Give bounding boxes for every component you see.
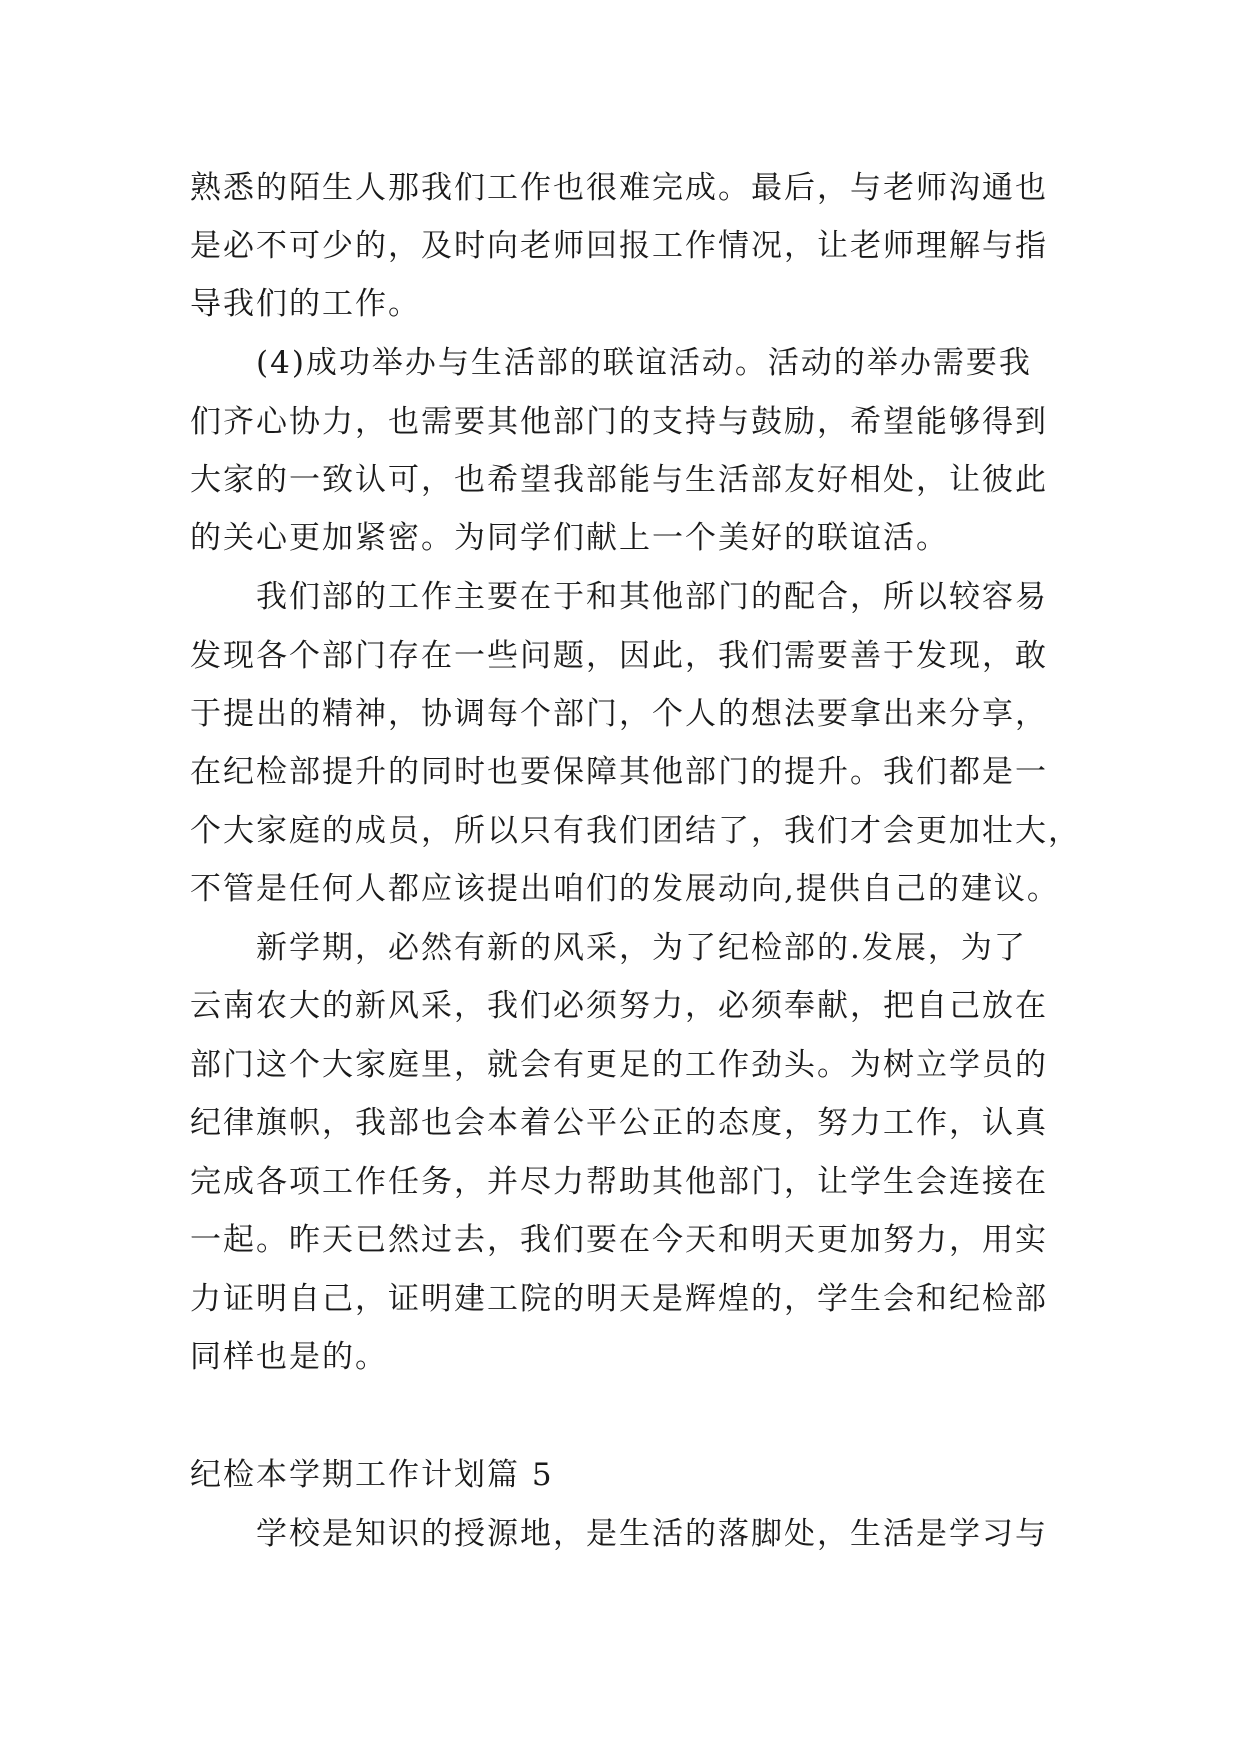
text-line: 大家的一致认可，也希望我部能与生活部友好相处，让彼此 xyxy=(190,462,1048,498)
text-line: 一起。昨天已然过去，我们要在今天和明天更加努力，用实 xyxy=(190,1222,1048,1258)
text-line: 发现各个部门存在一些问题，因此，我们需要善于发现，敢 xyxy=(190,638,1048,674)
text-line: 不管是任何人都应该提出咱们的发展动向,提供自己的建议。 xyxy=(190,871,1060,907)
text-line: 完成各项工作任务，并尽力帮助其他部门，让学生会连接在 xyxy=(190,1164,1048,1200)
text-line: 的关心更加紧密。为同学们献上一个美好的联谊活。 xyxy=(190,520,949,556)
text-line: 导我们的工作。 xyxy=(190,286,421,322)
text-line: 同样也是的。 xyxy=(190,1339,388,1375)
text-line: 个大家庭的成员，所以只有我们团结了，我们才会更加壮大， xyxy=(190,813,1081,849)
text-line: 力证明自己，证明建工院的明天是辉煌的，学生会和纪检部 xyxy=(190,1281,1048,1317)
text-line: (4)成功举办与生活部的联谊活动。活动的举办需要我 xyxy=(256,345,1032,381)
text-line: 新学期，必然有新的风采，为了纪检部的.发展，为了 xyxy=(256,930,1027,966)
text-line: 部门这个大家庭里，就会有更足的工作劲头。为树立学员的 xyxy=(190,1047,1048,1083)
text-line: 是必不可少的，及时向老师回报工作情况，让老师理解与指 xyxy=(190,228,1048,264)
text-line: 云南农大的新风采，我们必须努力，必须奉献，把自己放在 xyxy=(190,988,1048,1024)
text-line: 于提出的精神，协调每个部门，个人的想法要拿出来分享， xyxy=(190,696,1048,732)
text-line: 熟悉的陌生人那我们工作也很难完成。最后，与老师沟通也 xyxy=(190,170,1048,206)
text-line: 纪律旗帜，我部也会本着公平公正的态度，努力工作，认真 xyxy=(190,1105,1048,1141)
text-line: 们齐心协力，也需要其他部门的支持与鼓励，希望能够得到 xyxy=(190,404,1048,440)
section-heading: 纪检本学期工作计划篇 5 xyxy=(190,1457,554,1493)
text-line: 我们部的工作主要在于和其他部门的配合，所以较容易 xyxy=(256,579,1048,615)
text-line: 学校是知识的授源地，是生活的落脚处，生活是学习与 xyxy=(256,1516,1048,1552)
text-line: 在纪检部提升的同时也要保障其他部门的提升。我们都是一 xyxy=(190,754,1048,790)
